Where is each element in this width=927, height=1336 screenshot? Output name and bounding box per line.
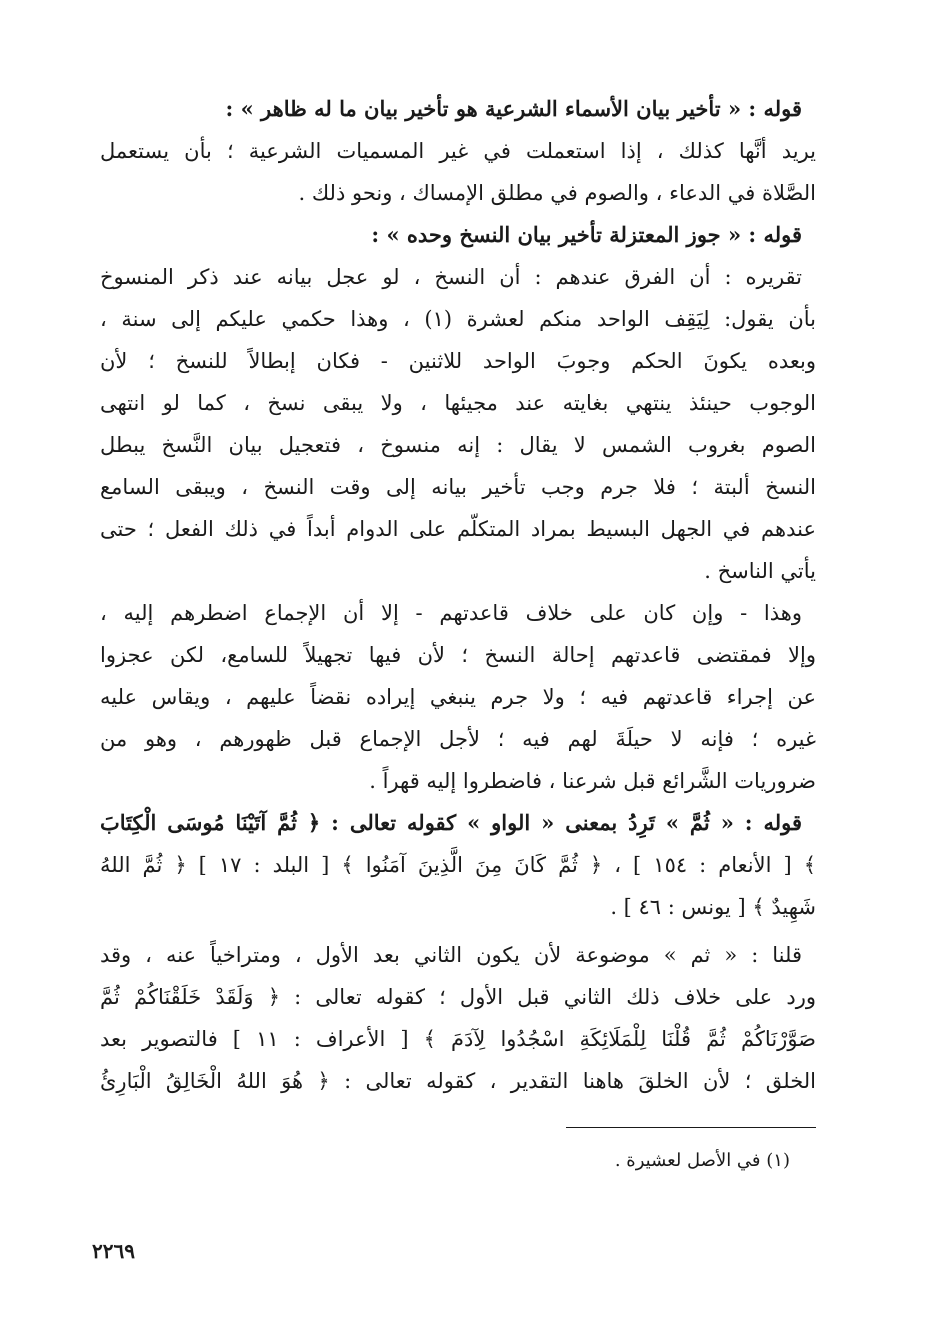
text-line: وهذا - وإن كان على خلاف قاعدتهم - إلا أن الإجماع اضطرهم إليه ،: [100, 601, 802, 625]
text-line: بأن يقول: لِيَقِف الواحد منكم لعشرة (١) ، وهذا حكمي عليكم إلى سنة ،: [100, 307, 816, 331]
text-line: صَوَّرْنَاكُمْ ثُمَّ قُلْنَا لِلْمَلَائِكَةِ اسْجُدُوا لِآدَمَ ﴾ [ الأعراف : ١١ ] فالتصوير بعد: [100, 1027, 816, 1051]
text-line: شَهِيدٌ ﴾ [ يونس : ٤٦ ] .: [610, 895, 816, 919]
text-line: ورد على خلاف ذلك الثاني قبل الأول ؛ كقوله تعالى : ﴿ وَلَقَدْ خَلَقْنَاكُمْ ثُمَّ: [100, 985, 816, 1009]
text-line: يريد أنَّها كذلك ، إذا استعملت في غير المسميات الشرعية ؛ بأن يستعمل: [100, 139, 816, 163]
text-line: ضروريات الشَّرائع قبل شرعنا ، فاضطروا إليه قهراً .: [369, 769, 816, 793]
text-line: وبعده يكونَ الحكم وجوبَ الواحد للاثنين - فكان إبطالاً للنسخ ؛ لأن: [100, 349, 816, 373]
text-line: ﴾ [ الأنعام : ١٥٤ ] ، ﴿ ثُمَّ كَانَ مِنَ الَّذِينَ آمَنُوا ﴾ [ البلد : ١٧ ] ﴿ ثُمَّ اللهُ: [100, 853, 816, 877]
text-line: الصوم بغروب الشمس لا يقال : إنه منسوخ ، فتعجيل بيان النَّسخ يبطل: [100, 433, 816, 457]
text-line-heading-1: قوله : « تأخير بيان الأسماء الشرعية هو تأخير بيان ما له ظاهر » :: [225, 96, 802, 121]
text-line: وإلا فمقتضى قاعدتهم إحالة النسخ ؛ لأن فيها تجهيلاً للسامع، لكن عجزوا: [100, 643, 816, 667]
text-line: عندهم في الجهل البسيط بمراد المتكلّم على الدوام أبداً في ذلك الفعل ؛ حتى: [100, 517, 816, 541]
text-line-heading-2: قوله : « جوز المعتزلة تأخير بيان النسخ وحده » :: [371, 222, 802, 247]
text-line: يأتي الناسخ .: [704, 559, 816, 583]
page-number: ٢٢٦٩: [92, 1239, 135, 1263]
text-line: الخلق ؛ لأن الخلقَ هاهنا التقدير ، كقوله تعالى : ﴿ هُوَ اللهُ الْخَالِقُ الْبَارِئُ: [100, 1069, 816, 1093]
page-body: [100, 88, 816, 1102]
text-line: الصَّلاة في الدعاء ، والصوم في مطلق الإمساك ، ونحو ذلك .: [298, 181, 816, 205]
text-line-heading-3: قوله : « ثُمَّ » تَرِدُ بمعنى « الواو » كقوله تعالى : ﴿ ثُمَّ آتَيْنَا مُوسَى الْكِتَابَ: [100, 810, 802, 835]
footnote: (١) في الأصل لعشيرة .: [614, 1150, 790, 1171]
text-line: النسخ ألبتة ؛ فلا جرم وجب تأخير بيانه إلى وقت النسخ ، ويبقى السامع: [100, 475, 816, 499]
text-line: قلنا : « ثم » موضوعة لأن يكون الثاني بعد الأول ، ومتراخياً عنه ، وقد: [100, 943, 802, 967]
text-line: عن إجراء قاعدتهم فيه ؛ ولا جرم ينبغي إيراده نقضاً عليهم ، ويقاس عليه: [100, 685, 816, 709]
text-line: غيره ؛ فإنه لا حيلَةَ لهم فيه ؛ لأجل الإجماع قبل ظهورهم ، وهو من: [100, 727, 816, 751]
text-line: الوجوب حينئذ ينتهي بغايته عند مجيئها ، ولا يبقى نسخ ، كما لو انتهى: [100, 391, 816, 415]
footnote-divider: [566, 1127, 816, 1128]
text-line: تقريره : أن الفرق عندهم : أن النسخ ، لو عجل بيانه عند ذكر المنسوخ: [100, 265, 802, 289]
